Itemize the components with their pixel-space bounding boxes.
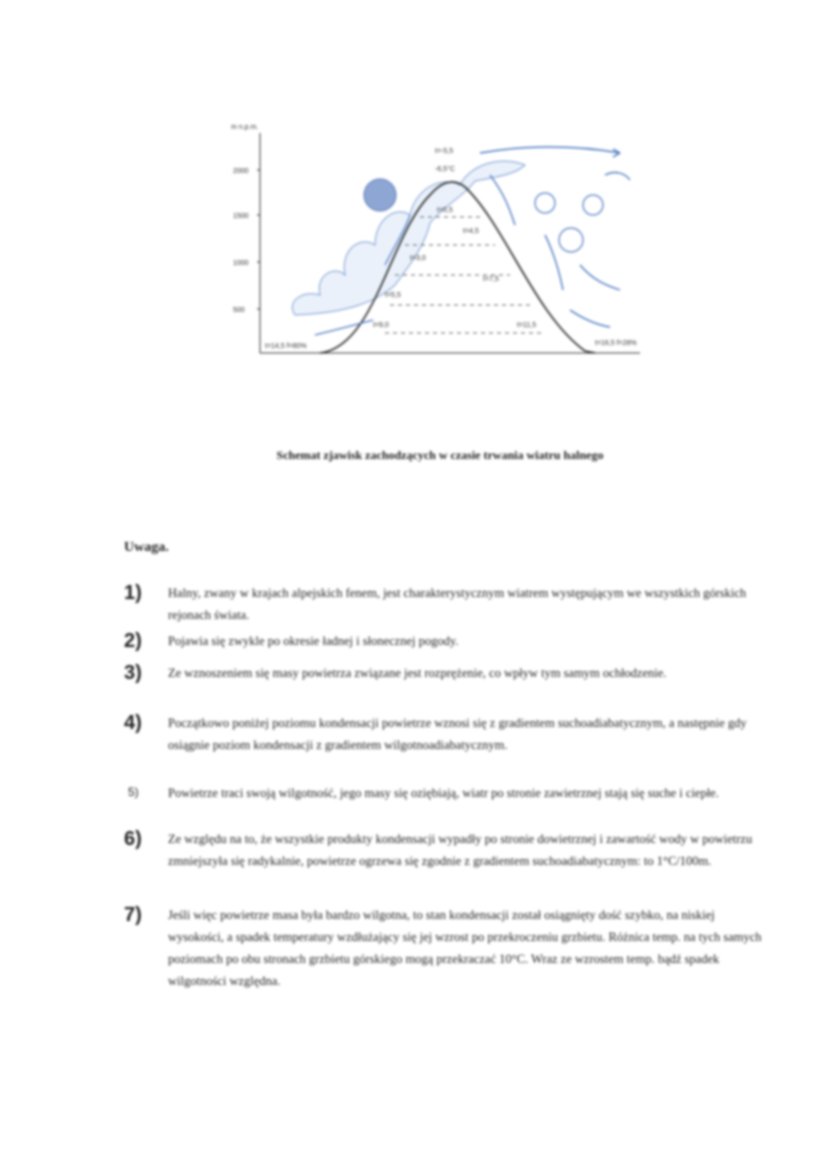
label-r2: t=7,5 bbox=[483, 276, 499, 283]
axis-tick: 2000 bbox=[233, 168, 249, 175]
label-base-left: t=14,5 f=80% bbox=[265, 343, 307, 350]
notes-heading: Uwaga. bbox=[124, 540, 169, 555]
axis-tick: 1000 bbox=[233, 260, 249, 267]
label-l1: t=0,5 bbox=[437, 207, 453, 214]
precipitation-area bbox=[364, 179, 396, 211]
label-summit: -6,5°C bbox=[435, 166, 455, 173]
label-top: t=-5,5 bbox=[435, 148, 454, 155]
item-number: 3) bbox=[124, 662, 142, 684]
eddies bbox=[535, 193, 603, 252]
item-text: Ze wznoszeniem się masy powietrza związane jest rozprężenie, co wpływ tym samym ochłodzenie. bbox=[168, 666, 667, 680]
item-number: 2) bbox=[124, 630, 142, 652]
axis-tick: 1500 bbox=[233, 213, 249, 220]
item-text: Jeśli więc powietrze masa była bardzo wilgotna, to stan kondensacji został osiągnięty dość szybko, na niskiej wysokości, a spadek temperatury wzdłużający się jej wzrost po przekroczeniu grzbietu. Różnica temp. na tych samych poziomach po obu stronach grzbietu górskiego mogą przekraczać 10°C. Wraz ze wzrostem temp. bądź spadek wilgotności względna. bbox=[168, 908, 762, 988]
figure-caption: Schemat zjawisk zachodzących w czasie trwania wiatru halnego bbox=[276, 448, 604, 462]
axis-unit: m n.p.m. bbox=[231, 124, 259, 131]
item-number: 1) bbox=[124, 582, 142, 604]
label-r3: t=11,5 bbox=[517, 322, 537, 329]
item-number: 6) bbox=[124, 828, 142, 850]
cloud-mass bbox=[292, 161, 525, 315]
item-number: 4) bbox=[124, 712, 142, 734]
item-text: Pojawia się zwykle po okresie ładnej i słonecznej pogody. bbox=[168, 634, 459, 648]
item-text: Powietrze traci swoją wilgotność, jego masy się oziębiają, wiatr po stronie zawietrznej stają się suche i ciepłe. bbox=[168, 786, 719, 800]
label-base-right: t=16,5 f=28% bbox=[595, 340, 637, 347]
axis-tick: 500 bbox=[233, 307, 245, 314]
label-l3: t=5,5 bbox=[385, 292, 401, 299]
item-text: Początkowo poniżej poziomu kondensacji powietrze wznosi się z gradientem suchoadiabatycznym, a następnie gdy osiągnie poziom kondensacji z gradientem wilgotnoadiabatycznym. bbox=[168, 716, 747, 752]
item-text: Ze względu na to, że wszystkie produkty kondensacji wypadły po stronie dowietrznej i zawartość wody w powietrzu zmniejszyła się radykalnie, powietrze ogrzewa się zgodnie z gradientem suchoadiabatycznym: to 1°C/100m. bbox=[168, 832, 753, 868]
label-l2: t=3,0 bbox=[410, 255, 426, 262]
item-number: 5) bbox=[128, 785, 139, 799]
item-text: Halny, zwany w krajach alpejskich fenem, jest charakterystycznym wiatrem występującym we wszystkich górskich rejonach świata. bbox=[168, 586, 747, 622]
label-r1: t=4,5 bbox=[463, 228, 479, 235]
foehn-diagram bbox=[225, 115, 645, 365]
item-number: 7) bbox=[124, 904, 142, 926]
label-l4: t=9,0 bbox=[373, 322, 389, 329]
